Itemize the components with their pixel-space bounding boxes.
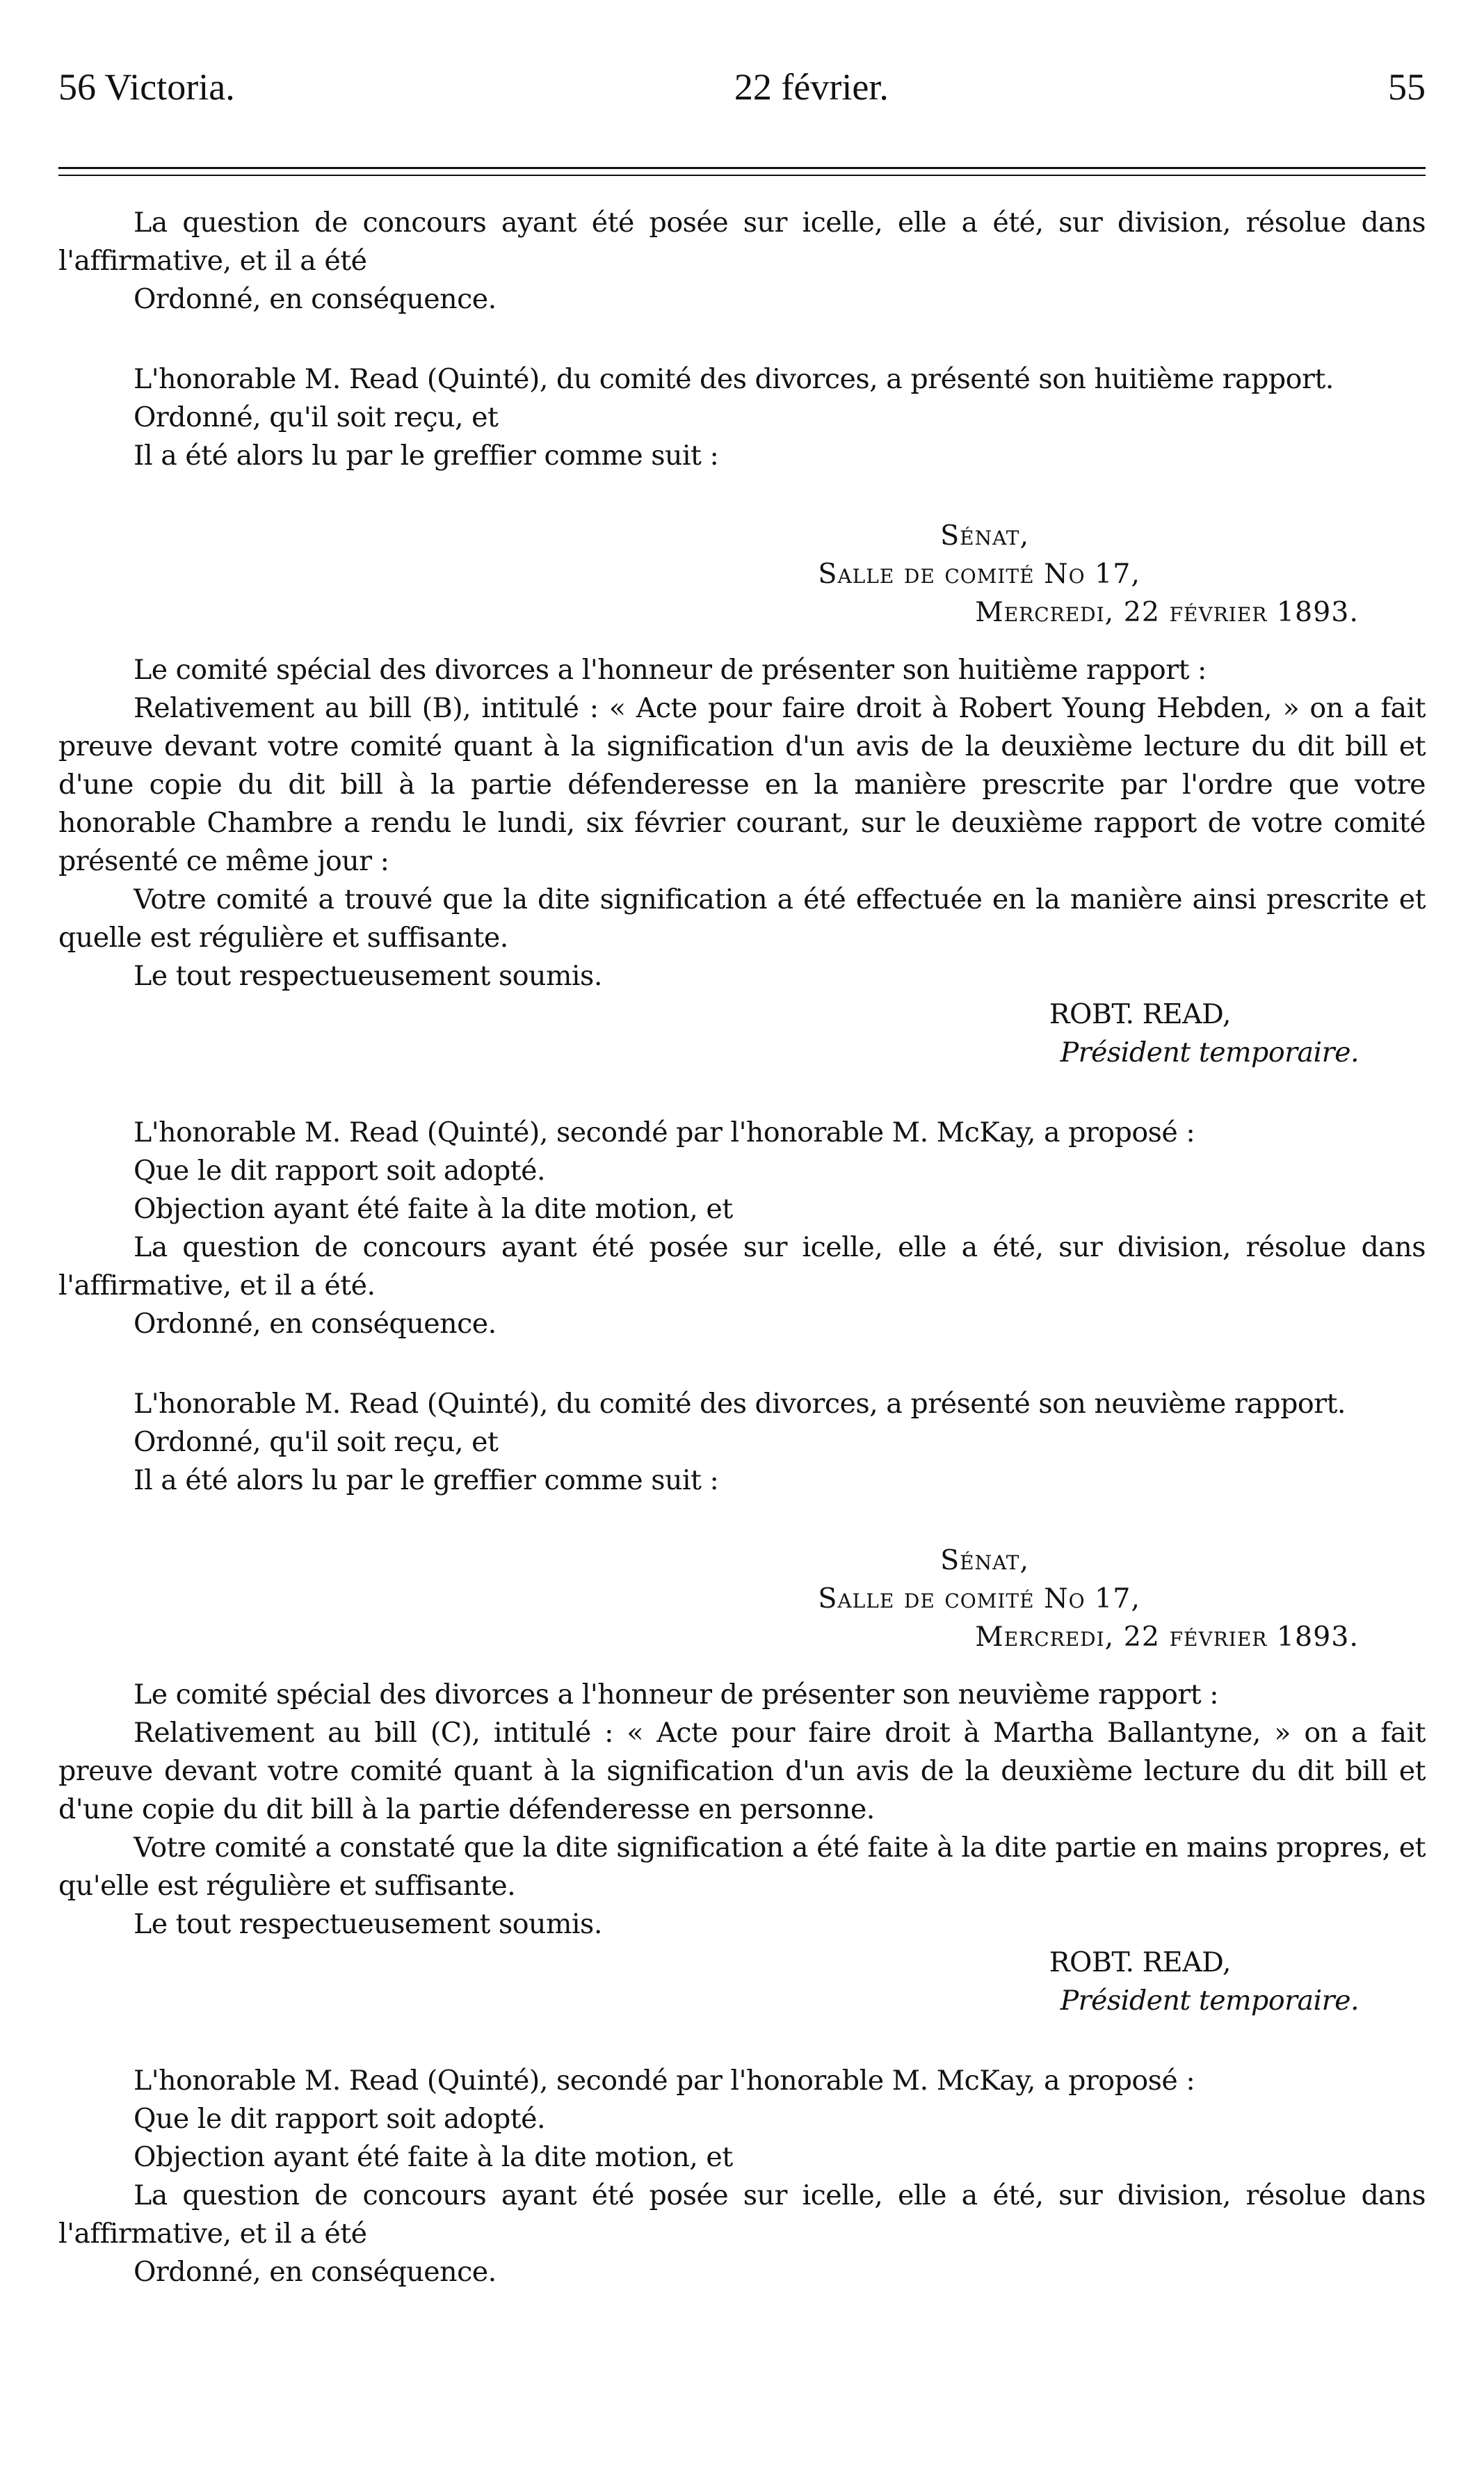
- paragraph: Ordonné, en conséquence.: [134, 283, 497, 315]
- report-heading-senate: Sénat,: [940, 1544, 1029, 1576]
- paragraph: La question de concours ayant été posée sur icelle, elle a été, sur division, résolue dans l'affirmative, et il a été: [58, 207, 1426, 277]
- report-heading-date: Mercredi, 22 février 1893.: [975, 1621, 1359, 1653]
- report-heading-senate: Sénat,: [940, 520, 1029, 552]
- paragraph: Le tout respectueusement soumis.: [134, 1908, 602, 1940]
- header-rule-secondary: [58, 175, 1426, 176]
- paragraph: Relativement au bill (C), intitulé : « Acte pour faire droit à Martha Ballantyne, » on a fait preuve devant votre comité quant à la signification d'un avis de la deuxième lecture du dit bill et d'une copie du dit bill à la partie défenderesse en personne.: [58, 1717, 1426, 1825]
- paragraph: Que le dit rapport soit adopté.: [134, 2103, 546, 2135]
- paragraph: L'honorable M. Read (Quinté), du comité des divorces, a présenté son neuvième rapport.: [134, 1388, 1346, 1420]
- header-date: 22 février.: [734, 66, 889, 108]
- paragraph: Ordonné, en conséquence.: [134, 2256, 497, 2288]
- paragraph: La question de concours ayant été posée sur icelle, elle a été, sur division, résolue dans l'affirmative, et il a été: [58, 2179, 1426, 2250]
- paragraph: Il a été alors lu par le greffier comme suit :: [134, 1464, 719, 1496]
- paragraph: L'honorable M. Read (Quinté), du comité des divorces, a présenté son huitième rapport.: [134, 363, 1334, 395]
- paragraph: Ordonné, qu'il soit reçu, et: [134, 1426, 499, 1458]
- paragraph: Le comité spécial des divorces a l'honneur de présenter son neuvième rapport :: [134, 1679, 1218, 1711]
- header-rule: [58, 167, 1426, 169]
- paragraph: L'honorable M. Read (Quinté), secondé par l'honorable M. McKay, a proposé :: [134, 1116, 1195, 1148]
- journal-text: [58, 204, 1426, 2291]
- paragraph: Que le dit rapport soit adopté.: [134, 1155, 546, 1187]
- page-header: [58, 63, 1426, 111]
- paragraph: Le tout respectueusement soumis.: [134, 960, 602, 992]
- report-heading-room: Salle de comité No 17,: [818, 1583, 1140, 1615]
- paragraph: Le comité spécial des divorces a l'honneur de présenter son huitième rapport :: [134, 654, 1207, 686]
- paragraph: Votre comité a constaté que la dite signification a été faite à la dite partie en mains propres, et qu'elle est régulière et suffisante.: [58, 1832, 1426, 1902]
- paragraph: Ordonné, qu'il soit reçu, et: [134, 401, 499, 433]
- paragraph: Objection ayant été faite à la dite motion, et: [134, 1193, 733, 1225]
- paragraph: Ordonné, en conséquence.: [134, 1308, 497, 1340]
- report-heading-date: Mercredi, 22 février 1893.: [975, 596, 1359, 628]
- signature-role: Président temporaire.: [1060, 1985, 1359, 2017]
- paragraph: L'honorable M. Read (Quinté), secondé par l'honorable M. McKay, a proposé :: [134, 2065, 1195, 2097]
- header-session: 56 Victoria.: [58, 66, 235, 108]
- paragraph: Votre comité a trouvé que la dite signification a été effectuée en la manière ainsi prescrite et quelle est régulière et suffisante.: [58, 883, 1426, 954]
- signature-name: ROBT. READ,: [1049, 1946, 1231, 1978]
- paragraph: Relativement au bill (B), intitulé : « Acte pour faire droit à Robert Young Hebden, » on a fait preuve devant votre comité quant à la signification d'un avis de la deuxième lecture du dit bill et d'une copie du dit bill à la partie défenderesse en la manière prescrite par l'ordre que votre honorable Chambre a rendu le lundi, six février courant, sur le deuxième rapport de votre comité présenté ce même jour :: [58, 692, 1426, 877]
- paragraph: La question de concours ayant été posée sur icelle, elle a été, sur division, résolue dans l'affirmative, et il a été.: [58, 1231, 1426, 1302]
- page-number: 55: [1388, 66, 1426, 108]
- signature-name: ROBT. READ,: [1049, 998, 1231, 1030]
- report-heading-room: Salle de comité No 17,: [818, 558, 1140, 590]
- paragraph: Il a été alors lu par le greffier comme suit :: [134, 440, 719, 472]
- paragraph: Objection ayant été faite à la dite motion, et: [134, 2141, 733, 2173]
- signature-role: Président temporaire.: [1060, 1036, 1359, 1068]
